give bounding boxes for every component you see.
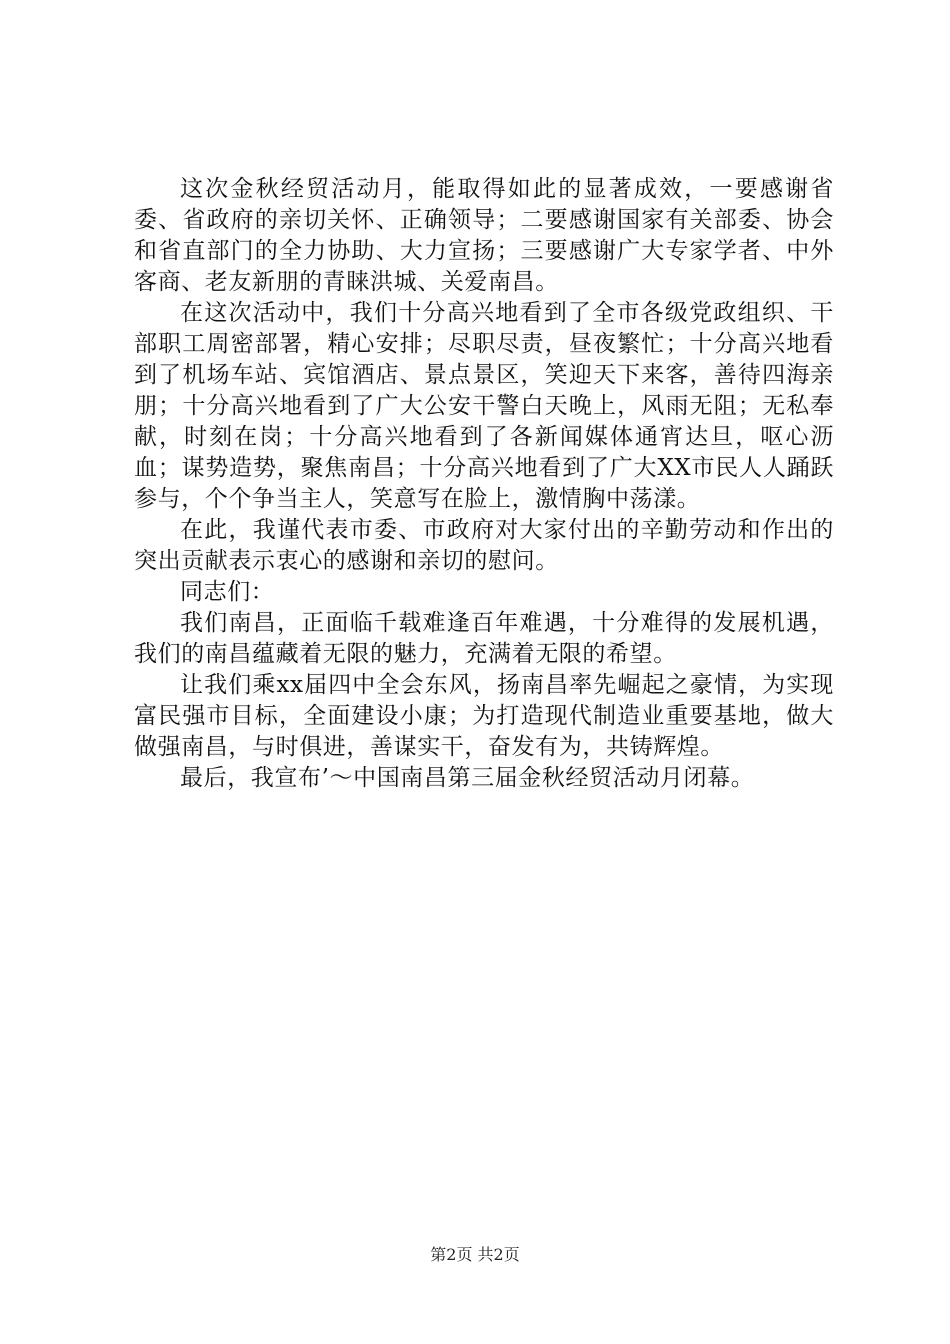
paragraph-appreciation: 在此，我谨代表市委、市政府对大家付出的辛勤劳动和作出的突出贡献表示衷心的感谢和亲切的慰问。 xyxy=(134,517,834,574)
paragraph-call-to-action: 让我们乘xx届四中全会东风，扬南昌率先崛起之豪情，为实现富民强市目标，全面建设小康；为打造现代制造业重要基地，做大做强南昌，与时俱进，善谋实干，奋发有为，共铸辉煌。 xyxy=(134,672,834,760)
paragraph-opportunity: 我们南昌，正面临千载难逢百年难遇，十分难得的发展机遇，我们的南昌蕴藏着无限的魅力，充满着无限的希望。 xyxy=(134,610,834,667)
paragraph-activity: 在这次活动中，我们十分高兴地看到了全市各级党政组织、干部职工周密部署，精心安排；尽职尽责，昼夜繁忙；十分高兴地看到了机场车站、宾馆酒店、景点景区，笑迎天下来客，善待四海亲朋；十分高兴地看到了广大公安干警白天晚上，风雨无阻；无私奉献，时刻在岗；十分高兴地看到了各新闻媒体通宵达旦，呕心沥血；谋势造势，聚焦南昌；十分高兴地看到了广大XX市民人人踊跃参与，个个争当主人，笑意写在脸上，激情胸中荡漾。 xyxy=(134,300,834,512)
document-body xyxy=(134,174,834,794)
paragraph-salutation: 同志们： xyxy=(180,579,275,605)
page-number-footer: 第2页 共2页 xyxy=(430,1245,520,1264)
paragraph-closing: 最后，我宣布’～中国南昌第三届金秋经贸活动月闭幕。 xyxy=(180,765,755,791)
paragraph-thanks: 这次金秋经贸活动月，能取得如此的显著成效，一要感谢省委、省政府的亲切关怀、正确领导；二要感谢国家有关部委、协会和省直部门的全力协助、大力宣扬；三要感谢广大专家学者、中外客商、老友新朋的青睐洪城、关爱南昌。 xyxy=(134,176,834,295)
